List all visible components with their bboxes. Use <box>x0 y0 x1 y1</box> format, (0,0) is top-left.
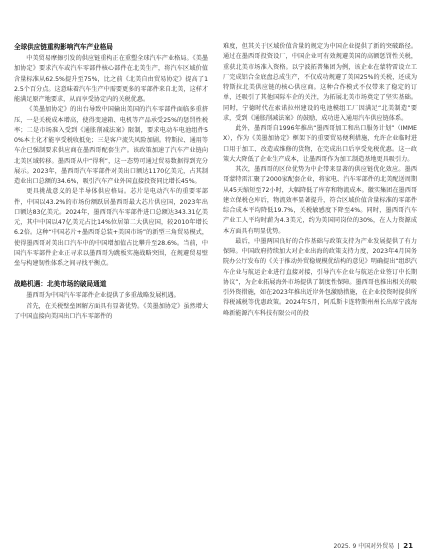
paragraph: 首先，在关税壁垒困解方面具有显著优势。《美墨加协定》虽然增大了中国直接向美国出口汽车零部件的 <box>14 302 208 320</box>
article-body <box>14 42 417 532</box>
section-heading-supply-chain: 全球供应链重构影响汽车产业格局 <box>14 43 113 51</box>
left-column <box>14 42 208 322</box>
page-footer <box>333 542 413 551</box>
paragraph: 此外，墨西哥自1996年推出“墨西哥加工和出口服务计划”（IMMEX），作为《美墨加协定》框架下的重要贸易便利措施，允许企业临时进口用于加工、改造或维修的货物，在完成出口后享受免税优惠。这一政策大大降低了企业生产成本，让墨西哥作为加工制造基地更具吸引力。 <box>223 125 417 163</box>
paragraph: 《美墨加协定》的出台导致中国输出美国的汽车零部件面临多重挤压，一是关税成本增高，使得变速箱、电机等产品承受25%的惩罚性税率；二是市场准入受到《通胀削减法案》限制，要求电动车电池组件50%本土化才能享受税收抵免；三是客户流失风险加剧。特斯拉、通用等车企已强制要求供应商在墨西哥配套生产。该政策加速了汽车产业链向北美区域转移。墨西哥从中“得利”，这一态势可通过贸易数据得到充分展示。2023年，墨西哥汽车零部件对美出口额达1170亿美元，占其制造业出口总额的34.6%，吸引汽车产业外国直接投资同比增长45%。 <box>14 106 208 185</box>
paragraph: 墨西哥为中国汽车零部件企业提供了多重战略发展机遇。 <box>26 292 180 300</box>
paragraph: 更具挑战意义的是半导体供应格局。芯片是电动汽车的重要零部件，中国以43.2%的市场份额跃居墨西哥最大芯片供应国，2023年出口额达83亿美元。2024年，墨西哥汽车零部件进口总额达343.31亿美元，其中中国以47亿美元占比14%位居第二大供应国，较2010年增长6.2倍。这种“中国芯片+墨西哥总装+美国市场”的新型三角贸易模式，使得墨西哥对美出口汽车中的中国增加值占比攀升至28.6%。当前，中国汽车零部件企业正寻求以墨西哥为跳板实施战略突围，在规避贸易壁垒与构建韧性体系之间寻找平衡点。 <box>14 188 208 267</box>
right-column <box>223 42 417 319</box>
footer-divider <box>398 543 399 549</box>
paragraph: 中美贸易摩擦引发的供应链重构正在重塑全球汽车产业格局。《美墨加协定》要求汽车或汽车零部件核心部件在北美生产，将汽车区域价值含量标准从62.5%提升至75%，比之前《北美自由贸易协定》提高了12.5个百分点。这意味着汽车生产中需要更多的零部件来自北美，这样才能满足原产地要求，从而享受协定内的关税优惠。 <box>14 55 208 103</box>
issue-label: 2025. 9 中国对外贸易 <box>333 543 395 550</box>
section-heading-strategic-opportunity: 战略机遇：北美市场的破局通道 <box>14 280 107 289</box>
paragraph-continued: 难度，但其关于区域价值含量的规定为中国企业提供了新的突破路径。通过在墨西哥投资设厂，中国企业可有效规避美国的高额惩罚性关税，重获北美市场准入资格。以宁波拓普集团为例，该企业在蒙特雷设立工厂完成铝合金底盘总成生产，不仅成功规避了美国25%的关税，还成为特斯拉北美供应链的核心供应商。这种合作模式不仅带来了稳定的订单，还吸引了其他国际车企的关注，为拓展北美市场奠定了坚实基础。同时，宁德时代在索诺拉州建设的电池模组工厂因满足“北美制造”要求，受到《通胀削减法案》的鼓励，成功进入通用汽车供应链体系。 <box>223 43 417 122</box>
paragraph: 其次，墨西哥的区位优势为中企带来显著的供应链优化效应。墨西哥蒙特雷汇聚了2000家配套企业，将家电、汽车零部件的北美配送周期从45天缩短至72小时，大幅降低了库存和物流成本。徽实集团在墨西哥建立保税仓库后，物流效率显著提升，符合区域价值含量标准的零部件综合成本平均降低19.7%，关税敏感度下降至4%。同时，墨西哥汽车产业工人平均时薪为4.3美元，约为美国同岗位的30%，在人力资源成本方面具有明显优势。 <box>223 166 417 235</box>
paragraph: 最后，中墨两国良好的合作基础与政策支持为产业发展提供了有力保障。中国政府持续加大对企业出海的政策支持力度，2023年4月国务院办公厅发布的《关于推动外贸稳规模优结构的意见》明确提出“组织汽车企业与航运企业进行直接对接，引导汽车企业与航运企业签订中长期协议”，为企业拓展海外市场提供了制度性保障。墨西哥也推出相关的吸引外资措施，如在2023年推出近岸外包激励措施，在企业投资时提供所得税减税等优惠政策。2024年5月，阿瓜斯卡连特斯州州长出席宁波海峰新能源汽车科技有限公司的投 <box>223 237 417 317</box>
page-number: 21 <box>403 542 413 550</box>
section-gap <box>14 269 208 279</box>
